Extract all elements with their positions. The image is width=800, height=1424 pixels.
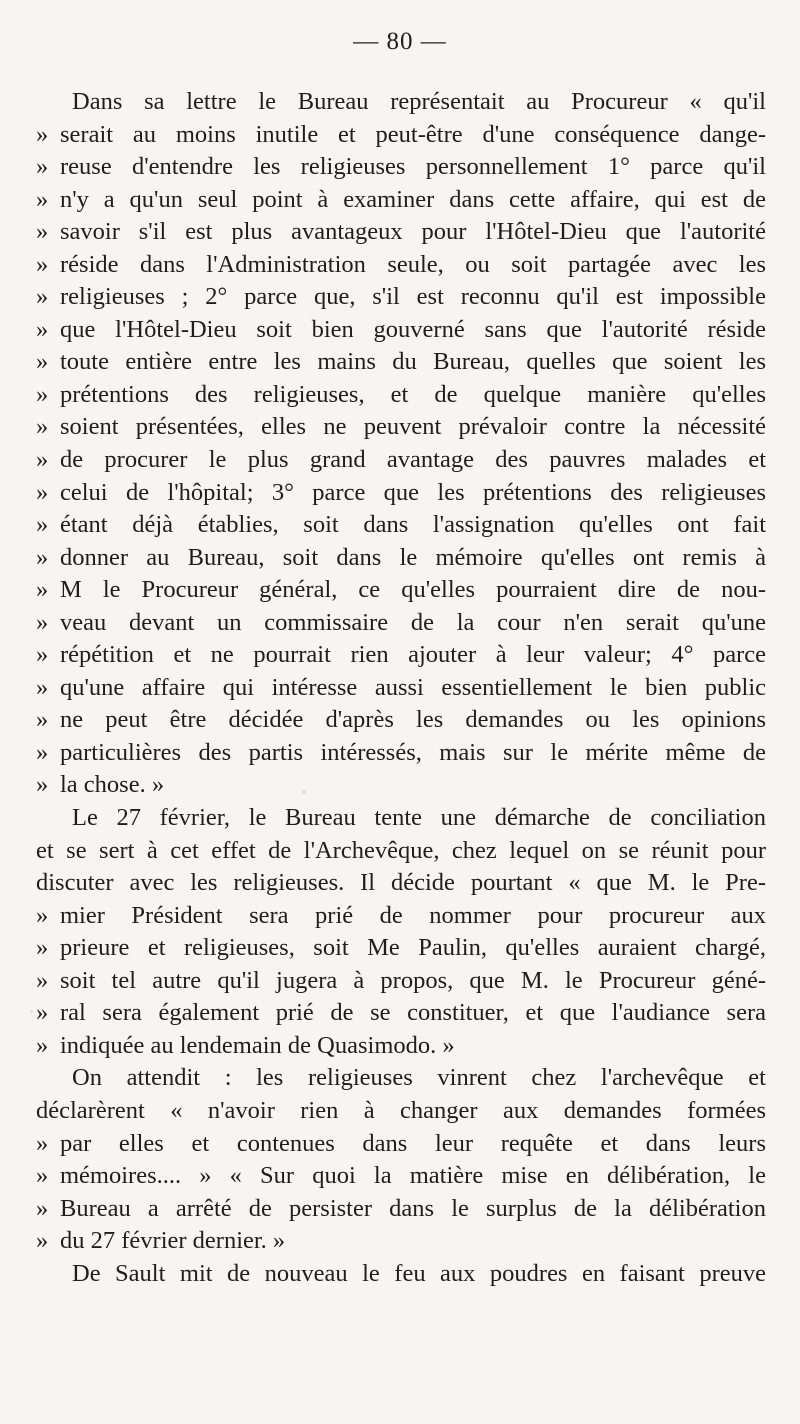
text-line: [36, 151, 766, 184]
text-line: [36, 1030, 766, 1063]
line-text: ral sera également prié de se constituer, et que l'audiance sera: [60, 999, 766, 1027]
text-line: [36, 672, 766, 705]
quote-marker: »: [36, 608, 49, 636]
quote-marker: »: [36, 315, 49, 343]
text-line: [36, 932, 766, 965]
text-line: [36, 281, 766, 314]
line-text: veau devant un commissaire de la cour n'en serait qu'une: [60, 608, 766, 636]
text-line: [36, 769, 766, 802]
line-text: qu'une affaire qui intéresse aussi essentiellement le bien public: [60, 673, 766, 701]
text-line: [36, 1258, 766, 1291]
line-text: réside dans l'Administration seule, ou soit partagée avec les: [60, 250, 766, 278]
quote-marker: »: [36, 576, 49, 604]
quote-marker: »: [36, 478, 49, 506]
text-line: [36, 704, 766, 737]
text-line: [36, 542, 766, 575]
text-line: [36, 639, 766, 672]
line-text: répétition et ne pourrait rien ajouter à leur valeur; 4° parce: [60, 641, 766, 669]
line-text: la chose. »: [60, 771, 165, 799]
text-line: [36, 900, 766, 933]
text-line: [36, 249, 766, 282]
quote-marker: »: [36, 218, 49, 246]
text-line: [36, 346, 766, 379]
text-line: [36, 184, 766, 217]
line-text: mier Président sera prié de nommer pour procureur aux: [60, 901, 766, 929]
quote-marker: »: [36, 738, 49, 766]
text-line: [36, 1193, 766, 1226]
line-text: indiquée au lendemain de Quasimodo. »: [60, 1031, 455, 1059]
line-text: serait au moins inutile et peut-être d'une conséquence dange-: [60, 120, 766, 148]
line-text: donner au Bureau, soit dans le mémoire qu'elles ont remis à: [60, 543, 766, 571]
line-text: et se sert à cet effet de l'Archevêque, chez lequel on se réunit pour: [36, 836, 766, 864]
quote-marker: »: [36, 543, 49, 571]
line-text: Dans sa lettre le Bureau représentait au Procureur « qu'il: [72, 88, 766, 115]
line-text: discuter avec les religieuses. Il décide pourtant « que M. le Pre-: [36, 869, 766, 897]
line-text: mémoires.... » « Sur quoi la matière mise en délibération, le: [60, 1162, 766, 1190]
text-line: [36, 444, 766, 477]
line-text: ne peut être décidée d'après les demandes ou les opinions: [60, 706, 766, 734]
line-text: du 27 février dernier. »: [60, 1227, 286, 1255]
quote-marker: »: [36, 380, 49, 408]
line-text: particulières des partis intéressés, mais sur le mérite même de: [60, 738, 766, 766]
quote-marker: »: [36, 348, 49, 376]
line-text: soient présentées, elles ne peuvent prévaloir contre la nécessité: [60, 413, 766, 441]
quote-marker: »: [36, 413, 49, 441]
line-text: De Sault mit de nouveau le feu aux poudres en faisant preuve: [72, 1259, 766, 1287]
line-text: prétentions des religieuses, et de quelque manière qu'elles: [60, 380, 766, 408]
text-line: [36, 509, 766, 542]
text-line: [36, 216, 766, 249]
text-line: [36, 1160, 766, 1193]
text-line: [36, 997, 766, 1030]
text-line: [36, 607, 766, 640]
quote-marker: »: [36, 446, 49, 474]
text-line: [36, 1225, 766, 1258]
text-line: [36, 965, 766, 998]
line-text: On attendit : les religieuses vinrent chez l'archevêque et: [72, 1064, 766, 1092]
quote-marker: »: [36, 901, 49, 929]
line-text: que l'Hôtel-Dieu soit bien gouverné sans que l'autorité réside: [60, 315, 766, 343]
text-line: [36, 1095, 766, 1128]
quote-marker: »: [36, 999, 49, 1027]
quote-marker: »: [36, 641, 49, 669]
quote-marker: »: [36, 771, 49, 799]
text-line: [36, 119, 766, 152]
text-line: [36, 411, 766, 444]
line-text: celui de l'hôpital; 3° parce que les prétentions des religieuses: [60, 478, 766, 506]
text-line: [36, 737, 766, 770]
text-line: [36, 867, 766, 900]
line-text: Le 27 février, le Bureau tente une démarche de conciliation: [72, 804, 766, 832]
text-line: [36, 86, 766, 119]
text-line: [36, 835, 766, 868]
quote-marker: »: [36, 1129, 49, 1157]
text-line: [36, 314, 766, 347]
line-text: reuse d'entendre les religieuses personnellement 1° parce qu'il: [60, 153, 766, 181]
line-text: religieuses ; 2° parce que, s'il est reconnu qu'il est impossible: [60, 283, 766, 311]
quote-marker: »: [36, 934, 49, 962]
text-line: [36, 477, 766, 510]
scan-speck: [302, 790, 306, 794]
quote-marker: »: [36, 673, 49, 701]
line-text: M le Procureur général, ce qu'elles pourraient dire de nou-: [60, 576, 766, 604]
line-text: n'y a qu'un seul point à examiner dans cette affaire, qui est de: [60, 185, 766, 213]
quote-marker: »: [36, 966, 49, 994]
text-line: [36, 379, 766, 412]
text-line: [36, 574, 766, 607]
text-line: [36, 802, 766, 835]
quote-marker: »: [36, 283, 49, 311]
quote-marker: »: [36, 511, 49, 539]
quote-marker: »: [36, 250, 49, 278]
line-text: prieure et religieuses, soit Me Paulin, qu'elles auraient chargé,: [60, 934, 766, 962]
quote-marker: »: [36, 1162, 49, 1190]
line-text: savoir s'il est plus avantageux pour l'Hôtel-Dieu que l'autorité: [60, 218, 766, 246]
line-text: étant déjà établies, soit dans l'assignation qu'elles ont fait: [60, 511, 766, 539]
line-text: par elles et contenues dans leur requête et dans leurs: [60, 1129, 766, 1157]
body-text: [36, 86, 766, 1290]
page-number: — 80 —: [353, 28, 447, 55]
quote-marker: »: [36, 1227, 49, 1255]
quote-marker: »: [36, 120, 49, 148]
line-text: toute entière entre les mains du Bureau, quelles que soient les: [60, 348, 766, 376]
quote-marker: »: [36, 153, 49, 181]
quote-marker: »: [36, 185, 49, 213]
quote-marker: »: [36, 1031, 49, 1059]
line-text: soit tel autre qu'il jugera à propos, que M. le Procureur géné-: [60, 966, 766, 994]
line-text: déclarèrent « n'avoir rien à changer aux demandes formées: [36, 1096, 766, 1124]
text-line: [36, 1128, 766, 1161]
line-text: Bureau a arrêté de persister dans le surplus de la délibération: [60, 1194, 766, 1222]
quote-marker: »: [36, 706, 49, 734]
line-text: de procurer le plus grand avantage des pauvres malades et: [60, 446, 766, 474]
scan-speck: [30, 1010, 33, 1013]
quote-marker: »: [36, 1194, 49, 1222]
text-line: [36, 1062, 766, 1095]
